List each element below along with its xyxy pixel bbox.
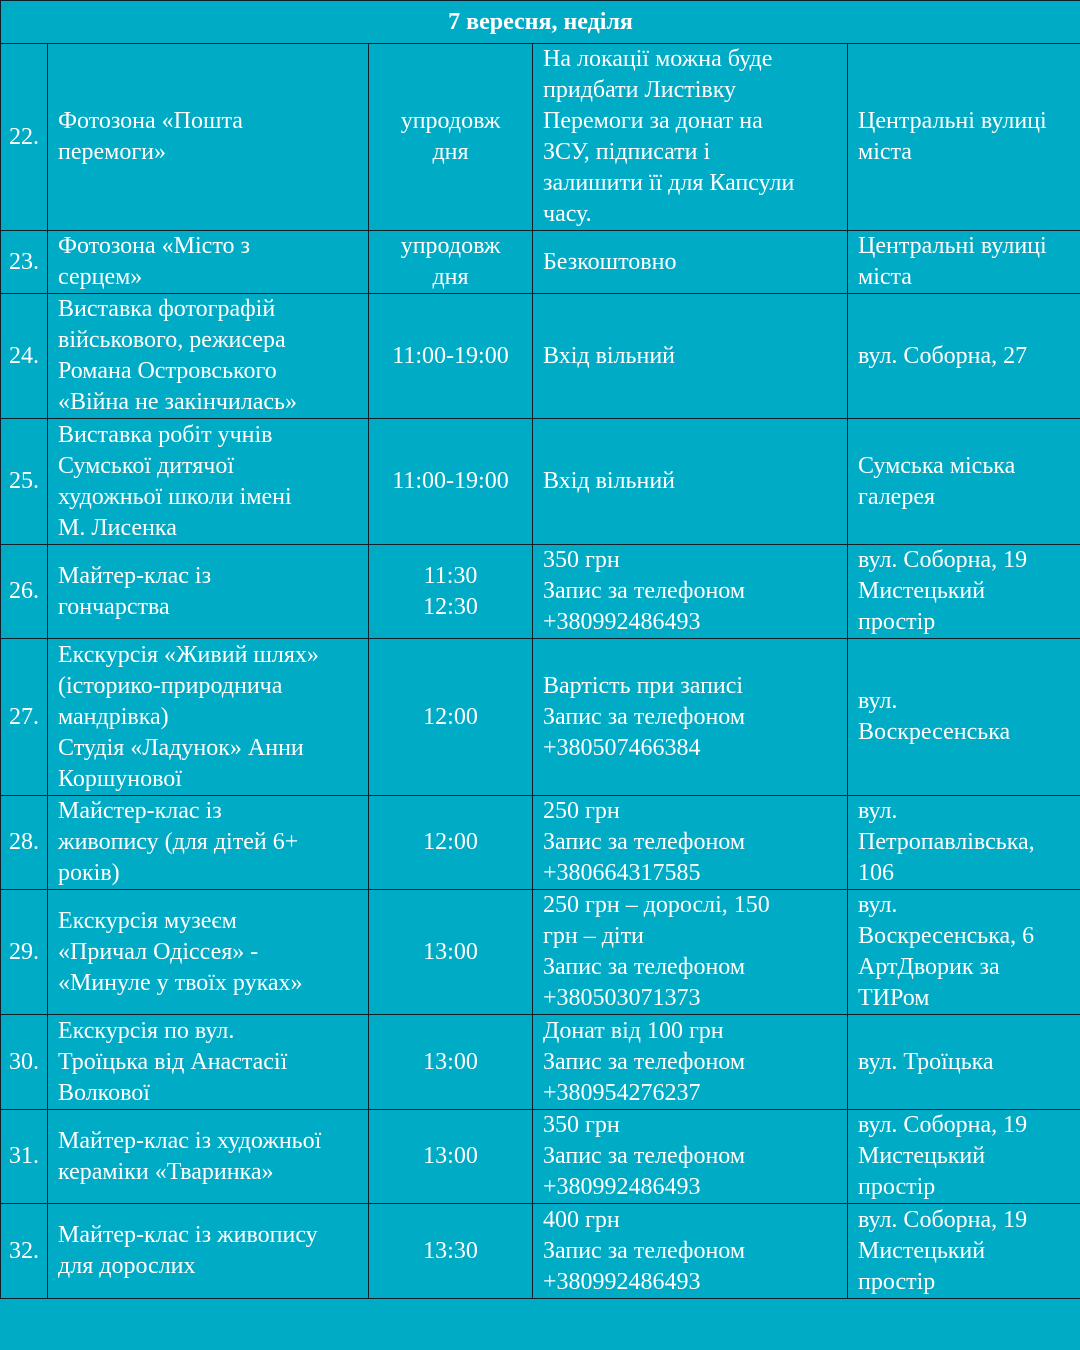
event-time: 11:30 12:30 (369, 545, 533, 639)
row-number: 29. (1, 890, 48, 1015)
table-row (1, 44, 1080, 231)
event-place: вул. Соборна, 19 Мистецький простір (848, 1110, 1080, 1204)
table-row (1, 890, 1080, 1015)
event-time: 12:00 (369, 796, 533, 890)
event-time: 11:00-19:00 (369, 419, 533, 545)
event-name: Майтер-клас із живопису для дорослих (48, 1204, 369, 1299)
event-place: Центральні вулиці міста (848, 44, 1080, 231)
event-price: 250 грн – дорослі, 150 грн – діти Запис за телефоном +380503071373 (533, 890, 848, 1015)
event-place: вул. Петропавлівська, 106 (848, 796, 1080, 890)
event-time: 13:00 (369, 1015, 533, 1110)
title-row (1, 1, 1080, 44)
event-price: 250 грн Запис за телефоном +380664317585 (533, 796, 848, 890)
event-place: вул. Соборна, 19 Мистецький простір (848, 545, 1080, 639)
event-place: вул. Воскресенська, 6 АртДворик за ТИРом (848, 890, 1080, 1015)
event-price: Донат від 100 грн Запис за телефоном +380954276237 (533, 1015, 848, 1110)
row-number: 25. (1, 419, 48, 545)
event-price: 350 грн Запис за телефоном +380992486493 (533, 1110, 848, 1204)
table-row (1, 1204, 1080, 1299)
event-name: Виставка робіт учнів Сумської дитячої художньої школи імені М. Лисенка (48, 419, 369, 545)
schedule-title: 7 вересня, неділя (1, 1, 1080, 44)
event-time: 12:00 (369, 639, 533, 796)
event-place: вул. Воскресенська (848, 639, 1080, 796)
row-number: 28. (1, 796, 48, 890)
table-row (1, 294, 1080, 419)
row-number: 22. (1, 44, 48, 231)
event-name: Майтер-клас із художньої кераміки «Тваринка» (48, 1110, 369, 1204)
event-place: Центральні вулиці міста (848, 231, 1080, 294)
event-price: 400 грн Запис за телефоном +380992486493 (533, 1204, 848, 1299)
table-row (1, 419, 1080, 545)
event-place: вул. Соборна, 19 Мистецький простір (848, 1204, 1080, 1299)
event-place: вул. Троїцька (848, 1015, 1080, 1110)
row-number: 23. (1, 231, 48, 294)
event-time: упродовж дня (369, 231, 533, 294)
event-price: На локації можна буде придбати Листівку Перемоги за донат на ЗСУ, підписати і залишити її для Капсули часу. (533, 44, 848, 231)
row-number: 32. (1, 1204, 48, 1299)
table-row (1, 1110, 1080, 1204)
event-time: 13:00 (369, 1110, 533, 1204)
table-row (1, 796, 1080, 890)
table-row (1, 231, 1080, 294)
row-number: 30. (1, 1015, 48, 1110)
table-row (1, 639, 1080, 796)
event-time: 13:00 (369, 890, 533, 1015)
row-number: 31. (1, 1110, 48, 1204)
row-number: 27. (1, 639, 48, 796)
event-time: 13:30 (369, 1204, 533, 1299)
event-name: Майтер-клас із гончарства (48, 545, 369, 639)
event-name: Виставка фотографій військового, режисера Романа Островського «Війна не закінчилась» (48, 294, 369, 419)
event-price: 350 грн Запис за телефоном +380992486493 (533, 545, 848, 639)
event-price: Вартість при записі Запис за телефоном +380507466384 (533, 639, 848, 796)
event-time: упродовж дня (369, 44, 533, 231)
event-price: Вхід вільний (533, 419, 848, 545)
event-price: Безкоштовно (533, 231, 848, 294)
table-row (1, 545, 1080, 639)
event-name: Майстер-клас із живопису (для дітей 6+ років) (48, 796, 369, 890)
event-name: Екскурсія по вул. Троїцька від Анастасії Волкової (48, 1015, 369, 1110)
event-name: Екскурсія музеєм «Причал Одіссея» - «Минуле у твоїх руках» (48, 890, 369, 1015)
table-row (1, 1015, 1080, 1110)
event-name: Екскурсія «Живий шлях» (історико-природнича мандрівка) Студія «Ладунок» Анни Коршунової (48, 639, 369, 796)
row-number: 24. (1, 294, 48, 419)
event-name: Фотозона «Пошта перемоги» (48, 44, 369, 231)
event-place: вул. Соборна, 27 (848, 294, 1080, 419)
event-price: Вхід вільний (533, 294, 848, 419)
event-time: 11:00-19:00 (369, 294, 533, 419)
row-number: 26. (1, 545, 48, 639)
event-place: Сумська міська галерея (848, 419, 1080, 545)
event-name: Фотозона «Місто з серцем» (48, 231, 369, 294)
